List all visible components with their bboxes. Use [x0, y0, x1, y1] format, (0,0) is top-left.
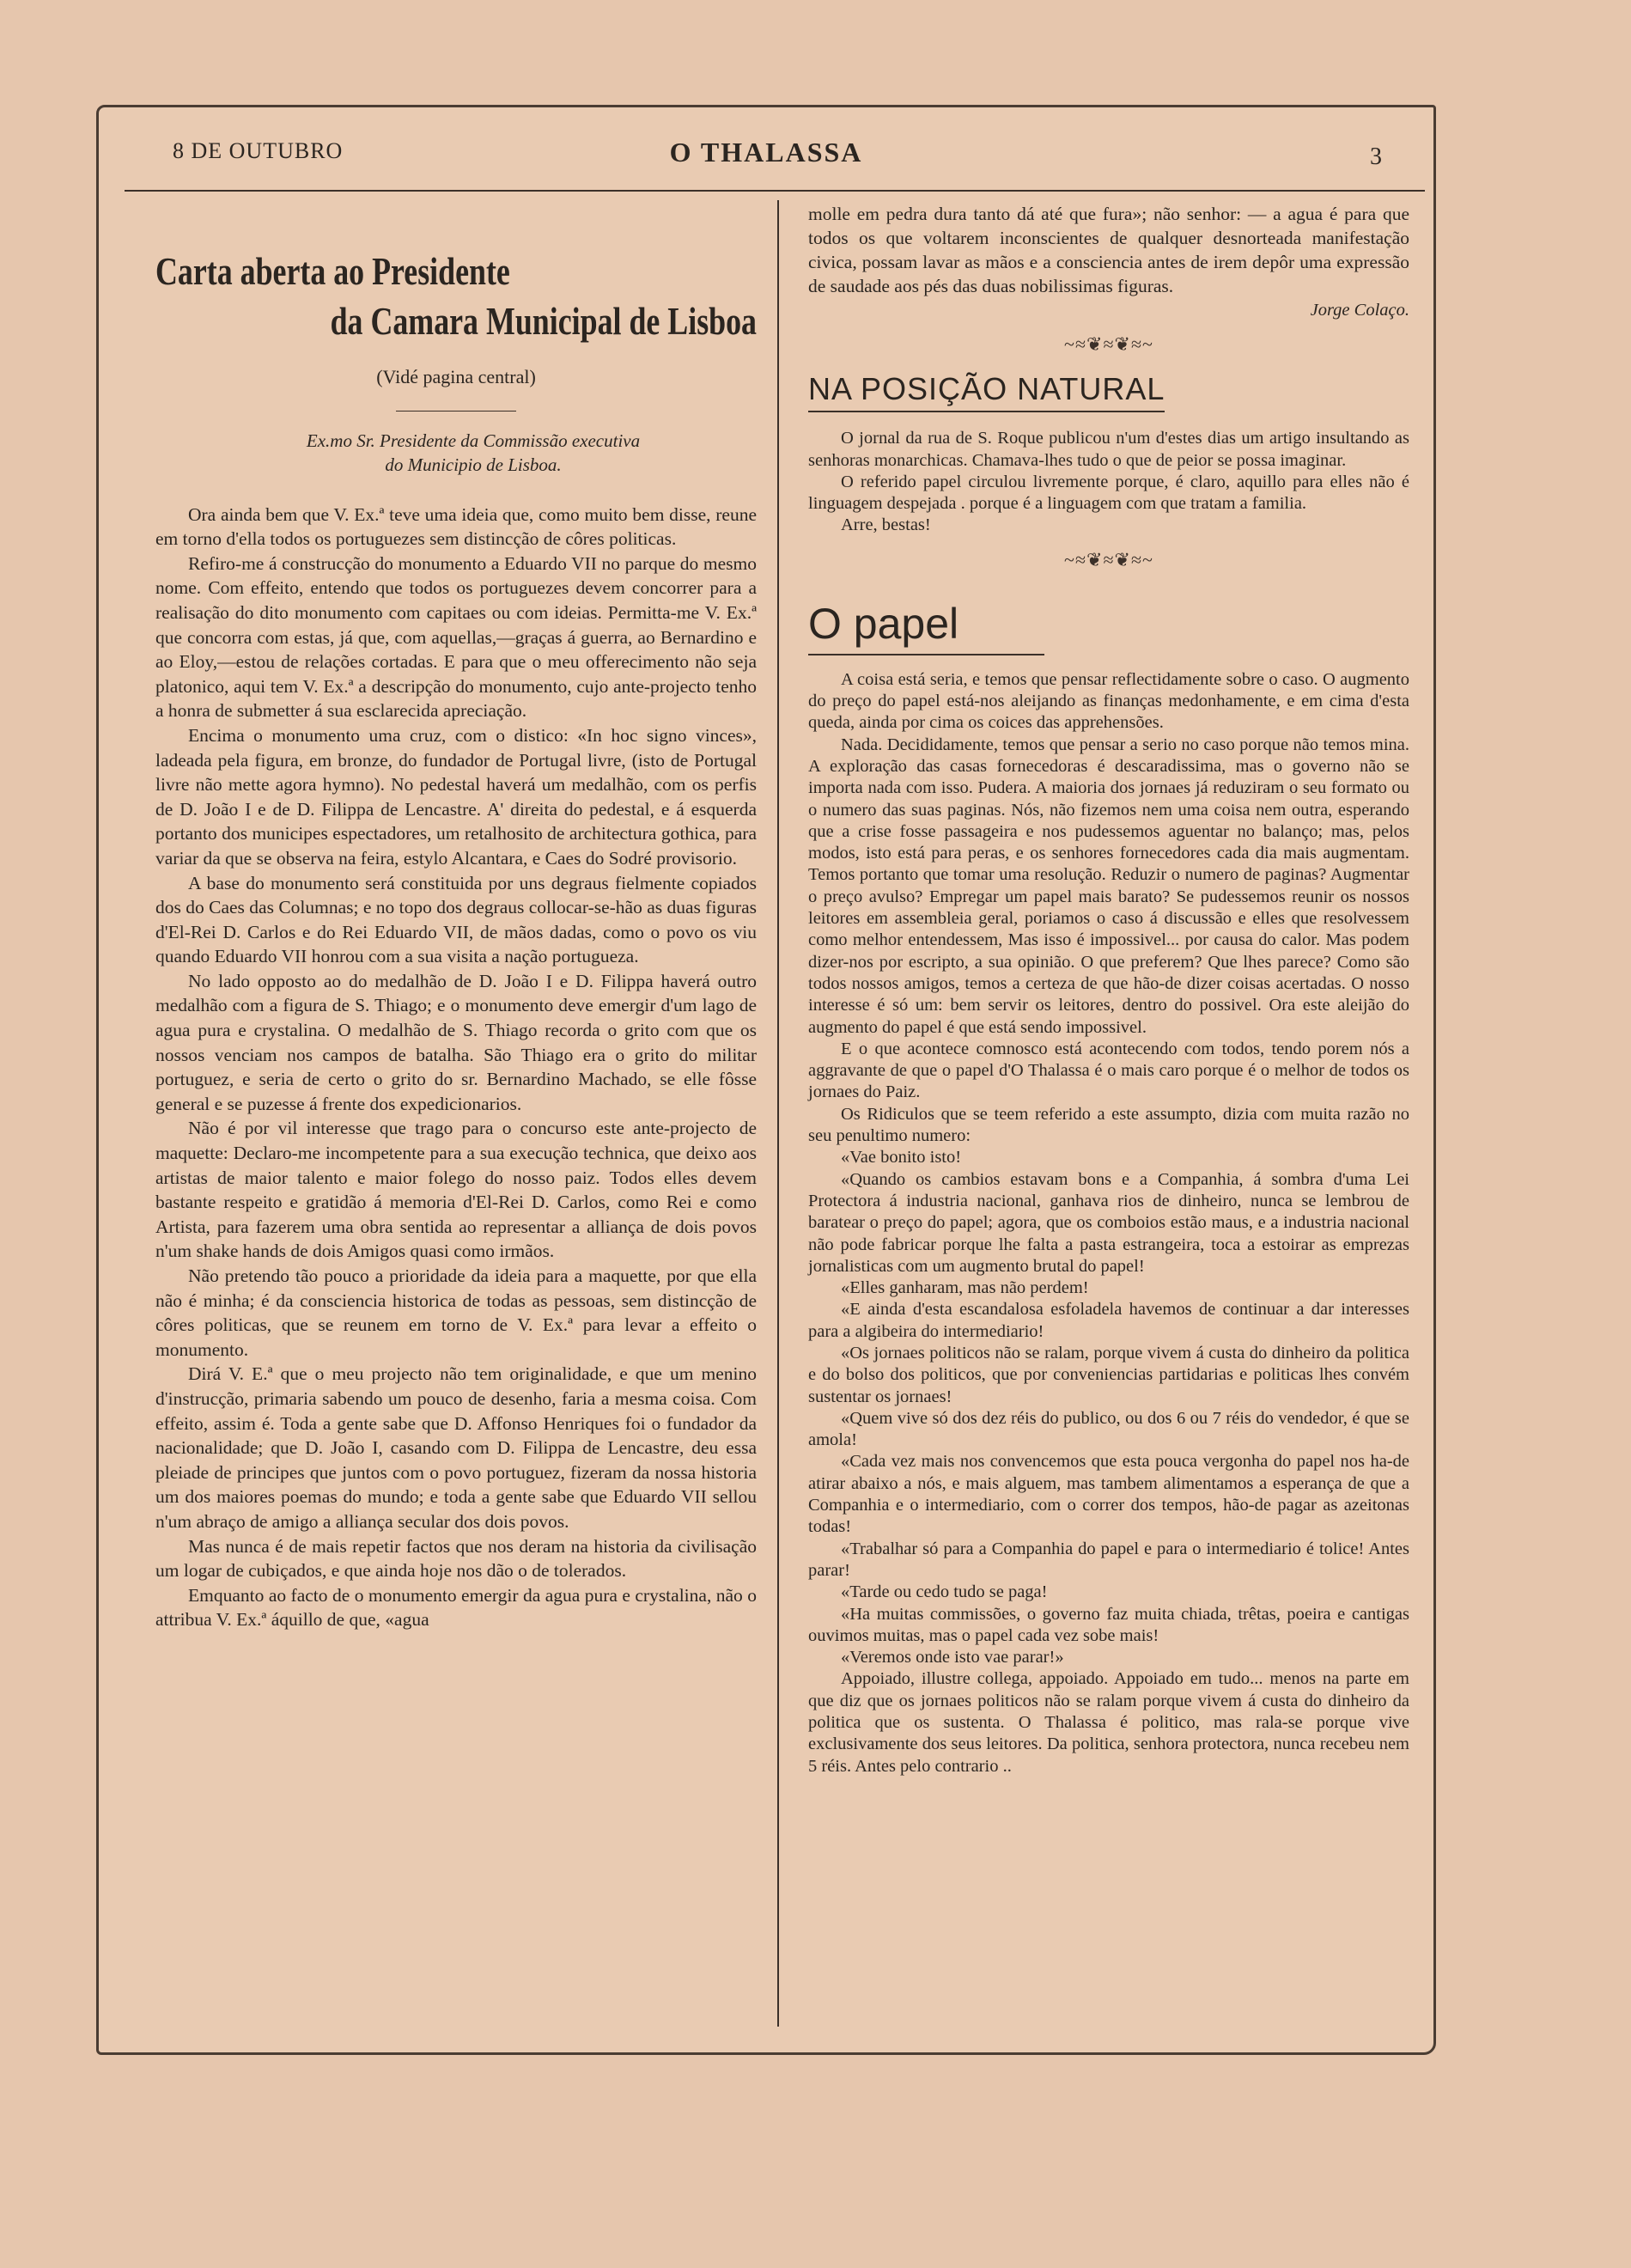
papel-paragraph: Os Ridiculos que se teem referido a este assumpto, dizia com muita razão no seu penultimo numero:: [808, 1104, 1409, 1146]
papel-paragraph: E o que acontece comnosco está acontecendo com todos, tendo porem nós a aggravante de que o papel d'O Thalassa é o mais caro porque é o melhor de todos os jornaes do Paiz.: [808, 1039, 1409, 1102]
papel-paragraph: A coisa está seria, e temos que pensar reflectidamente sobre o caso. O augmento do preço do papel está-nos aleijando as finanças medonhamente, e em cima d'esta queda, ainda por cima os coices das apprehensões.: [808, 669, 1409, 733]
carta-headline-line2: da Camara Municipal de Lisboa: [330, 299, 757, 343]
carta-paragraph: Não pretendo tão pouco a prioridade da ideia para a maquette, por que ella não é minha; é da consciencia historica de todas as pessoas, sem distincção de côres politicas, que se reunem em torno de V. Ex.ª para levar a effeito o monumento.: [155, 1265, 757, 1360]
carta-subhead: (Vidé pagina central): [376, 366, 536, 387]
newspaper-page: [96, 105, 1436, 2055]
carta-paragraph: Ora ainda bem que V. Ex.ª teve uma ideia que, como muito bem disse, reune em torno d'ella todos os portuguezes sem distincção de côres politicas.: [155, 503, 757, 550]
papel-paragraph: «Veremos onde isto vae parar!»: [841, 1648, 1064, 1667]
papel-paragraph: Nada. Decididamente, temos que pensar a serio no caso porque não temos mina. A exploração das casas fornecedoras é descaradissima, mas o governo não se importa nada com isso. Pudera. A maioria dos jornaes já reduziram o seu formato ou o numero das suas paginas. Nós, não fizemos nem uma coisa nem outra, esperando que a crise fosse passageira e nos pudessemos aguentar no balanço; mas, pelos modos, isto está para peras, e os senhores fornecedores cada dia mais augmentam. Temos portanto que tomar uma resolução. Reduzir o numero de paginas? Augmentar o preço avulso? Empregar um papel mais barato? Se pudessemos reunir os nossos leitores em assembleia geral, poriamos o caso á discussão e elles que resolvessem como melhor entendessem, Mas isso é impossivel... por causa do calor. Mas podem dizer-nos por escripto, a sua opinião. O que preferem? Que lhes parece? Como são todos nossos amigos, temos a certeza de que hão-de dizer coisas acertadas. O nosso interesse é só um: bem servir os leitores, dentro do possivel. Ora este aleijão do augmento do papel é que está sendo impossivel.: [808, 735, 1409, 1037]
carta-paragraph: No lado opposto ao do medalhão de D. João I e D. Filippa haverá outro medalhão com a figura de S. Thiago; e o monumento deve emergir d'um lago de agua pura e crystalina. O medalhão de S. Thiago recorda o grito com que os nossos venciam nos campos de batalha. São Thiago era o grito do militar portuguez, e seria de certo o grito do sr. Bernardino Machado, se elle fôsse general e se puzesse á frente dos expedicionarios.: [155, 970, 757, 1114]
papel-paragraph: «Os jornaes politicos não se ralam, porque vivem á custa do dinheiro da politica e do bolso dos politicos, que por conveniencias partidarias e politicas lhes convém sustentar os jornaes!: [808, 1343, 1409, 1406]
carta-paragraph: Refiro-me á construcção do monumento a Eduardo VII no parque do mesmo nome. Com effeito, entendo que todos os portuguezes devem concorrer para a realisação do dito monumento com capitaes ou com ideias. Permitta-me V. Ex.ª que concorra com estas, já que, com aquellas,—graças á guerra, ao Bernardino e ao Eloy,—estou de relações cortadas. E para que o meu offerecimento não seja platonico, aqui tem V. Ex.ª a descripção do monumento, cujo ante-projecto tenho a honra de submetter á sua esclarecida apreciação.: [155, 552, 757, 722]
papel-paragraph: «Quem vive só dos dez réis do publico, ou dos 6 ou 7 réis do vendedor, é que se amola!: [808, 1408, 1409, 1450]
papel-paragraph: «Vae bonito isto!: [841, 1148, 962, 1168]
carta-paragraph: Emquanto ao facto de o monumento emergir da agua pura e crystalina, não o attribua V. Ex.ª áquillo de que, «agua: [155, 1584, 757, 1631]
posicao-title: NA POSIÇÃO NATURAL: [808, 371, 1165, 412]
carta-headline-line1: Carta aberta ao Presidente: [155, 249, 510, 293]
page-number: 3: [1370, 143, 1382, 170]
papel-paragraph: Appoiado, illustre collega, appoiado. Appoiado em tudo... menos na parte em que diz que os jornaes politicos não se ralam porque vivem á custa do dinheiro da politica que os sustenta. O Thalassa é politico, mas rala-se porque vive exclusivamente dos seus leitores. Da politica, senhora protectora, nunca recebeu nem 5 réis. Antes pelo contrario ..: [808, 1669, 1409, 1776]
carta-salutation-line1: Ex.mo Sr. Presidente da Commissão executiva: [306, 430, 641, 451]
posicao-paragraph: O jornal da rua de S. Roque publicou n'um d'estes dias um artigo insultando as senhoras monarchicas. Chamava-lhes tudo o que de peior se possa imaginar.: [808, 429, 1409, 470]
short-rule: [396, 411, 516, 412]
papel-paragraph: «Quando os cambios estavam bons e a Companhia, á sombra d'uma Lei Protectora á industria nacional, ganhava rios de dinheiro, nunca se lembrou de baratear o preço do papel; agora, que os comboios estão maus, e a industria nacional não pode fabricar porque lhe falta a pasta estrangeira, toca a estoirar as emprezas jornalisticas com um augmento brutal do papel!: [808, 1169, 1409, 1276]
posicao-paragraph: O referido papel circulou livremente porque, é claro, aquillo para elles não é linguagem despejada . porque é a linguagem com que tratam a familia.: [808, 472, 1409, 514]
papel-paragraph: «Elles ganharam, mas não perdem!: [841, 1278, 1089, 1298]
papel-paragraph: «Tarde ou cedo tudo se paga!: [841, 1582, 1048, 1602]
header-rule: [125, 190, 1425, 192]
papel-paragraph: «Cada vez mais nos convencemos que esta pouca vergonha do papel nos ha-de atirar abaixo a nós, e mais alguem, mas tambem alimentamos a esperança de que a Companhia e o intermediario, com o correr dos tempos, hão-de pagar as azeitonas todas!: [808, 1452, 1409, 1537]
carta-paragraph: Não é por vil interesse que trago para o concurso este ante-projecto de maquette: Declaro-me incompetente para a sua execução technica, que deixo aos artistas de maior talento e maior folego do nosso paiz. Todos elles devem bastante respeito e gratidão á memoria d'El-Rei D. Carlos, como Rei e como Artista, para fazerem uma obra sentida ao representar a alliança de dois povos n'um shake hands de dois Amigos quasi como irmãos.: [155, 1118, 757, 1262]
papel-paragraph: «E ainda d'esta escandalosa esfoladela havemos de continuar a dar interesses para a algibeira do intermediario!: [808, 1300, 1409, 1341]
masthead: [99, 107, 1433, 190]
carta-body: [155, 503, 757, 1632]
column-divider: [777, 200, 779, 2027]
papel-section: [808, 587, 1409, 1777]
carta-paragraph: Encima o monumento uma cruz, com o distico: «In hoc signo vinces», ladeada pela figura, em bronze, do fundador de Portugal livre, (isto de Portugal livre não mette agora hymno). No pedestal haverá um medalhão, com os perfis de D. João I e de D. Filippa de Lencastre. A' direita do pedestal, e á esquerda portanto dos municipes espectadores, um retalhosito de architectura gothica, para variar da que se observa na feira, estylo Alcantara, e Caes do Sodré provisorio.: [155, 724, 757, 869]
carta-paragraph: A base do monumento será constituida por uns degraus fielmente copiados dos do Caes das Columnas; e no topo dos degraus collocar-se-hão as duas figuras d'El-Rei D. Carlos e do Rei Eduardo VII, de mãos dadas, como o povo os viu quando Eduardo VII honrou com a sua visita a nação portugueza.: [155, 872, 757, 967]
left-column: [155, 202, 757, 1632]
carta-continuation: molle em pedra dura tanto dá até que fura»; não senhor: — a agua é para que todos os que voltarem inconscientes de qualquer desnorteada manifestação civica, possam lavar as mãos e a consciencia antes de irem depôr uma expressão de saudade aos pés das duas nobilissimas figuras.: [808, 204, 1409, 296]
ornament-divider: ~≈❦≈❦≈~: [1064, 548, 1153, 570]
right-column: [808, 202, 1409, 1777]
carta-signature: Jorge Colaço.: [1310, 301, 1409, 320]
carta-paragraph: Mas nunca é de mais repetir factos que nos deram na historia da civilisação um logar de cubiçados, e que ainda hoje nos dão o de tolerados.: [155, 1535, 757, 1582]
carta-paragraph: Dirá V. E.ª que o meu projecto não tem originalidade, e que um menino d'instrucção, primaria sabendo um pouco de desenho, faria a mesma coisa. Com effeito, assim é. Toda a gente sabe que D. Affonso Henriques foi o fundador da nacionalidade; que D. João I, casando com D. Filippa de Lencastre, deu essa pleiade de principes que juntos com o povo portuguez, fizeram da nossa historia um dos maiores poemas do mundo; e toda a gente sabe que Eduardo VII sellou n'um abraço de amigo a alliança secular dos dois povos.: [155, 1363, 757, 1532]
papel-paragraph: «Ha muitas commissões, o governo faz muita chiada, trêtas, poeira e cantigas ouvimos muitas, mas o papel cada vez sobe mais!: [808, 1604, 1409, 1645]
ornament-divider: ~≈❦≈❦≈~: [1064, 333, 1153, 356]
papel-paragraph: «Trabalhar só para a Companhia do papel e para o intermediario é tolice! Antes parar!: [808, 1539, 1409, 1580]
newspaper-title: O THALASSA: [669, 137, 863, 168]
papel-title: O papel: [808, 599, 1044, 655]
carta-salutation-line2: do Municipio de Lisboa.: [385, 454, 562, 475]
issue-date: 8 DE OUTUBRO: [173, 138, 344, 163]
posicao-paragraph: Arre, bestas!: [841, 515, 931, 535]
posicao-section: [808, 371, 1409, 536]
